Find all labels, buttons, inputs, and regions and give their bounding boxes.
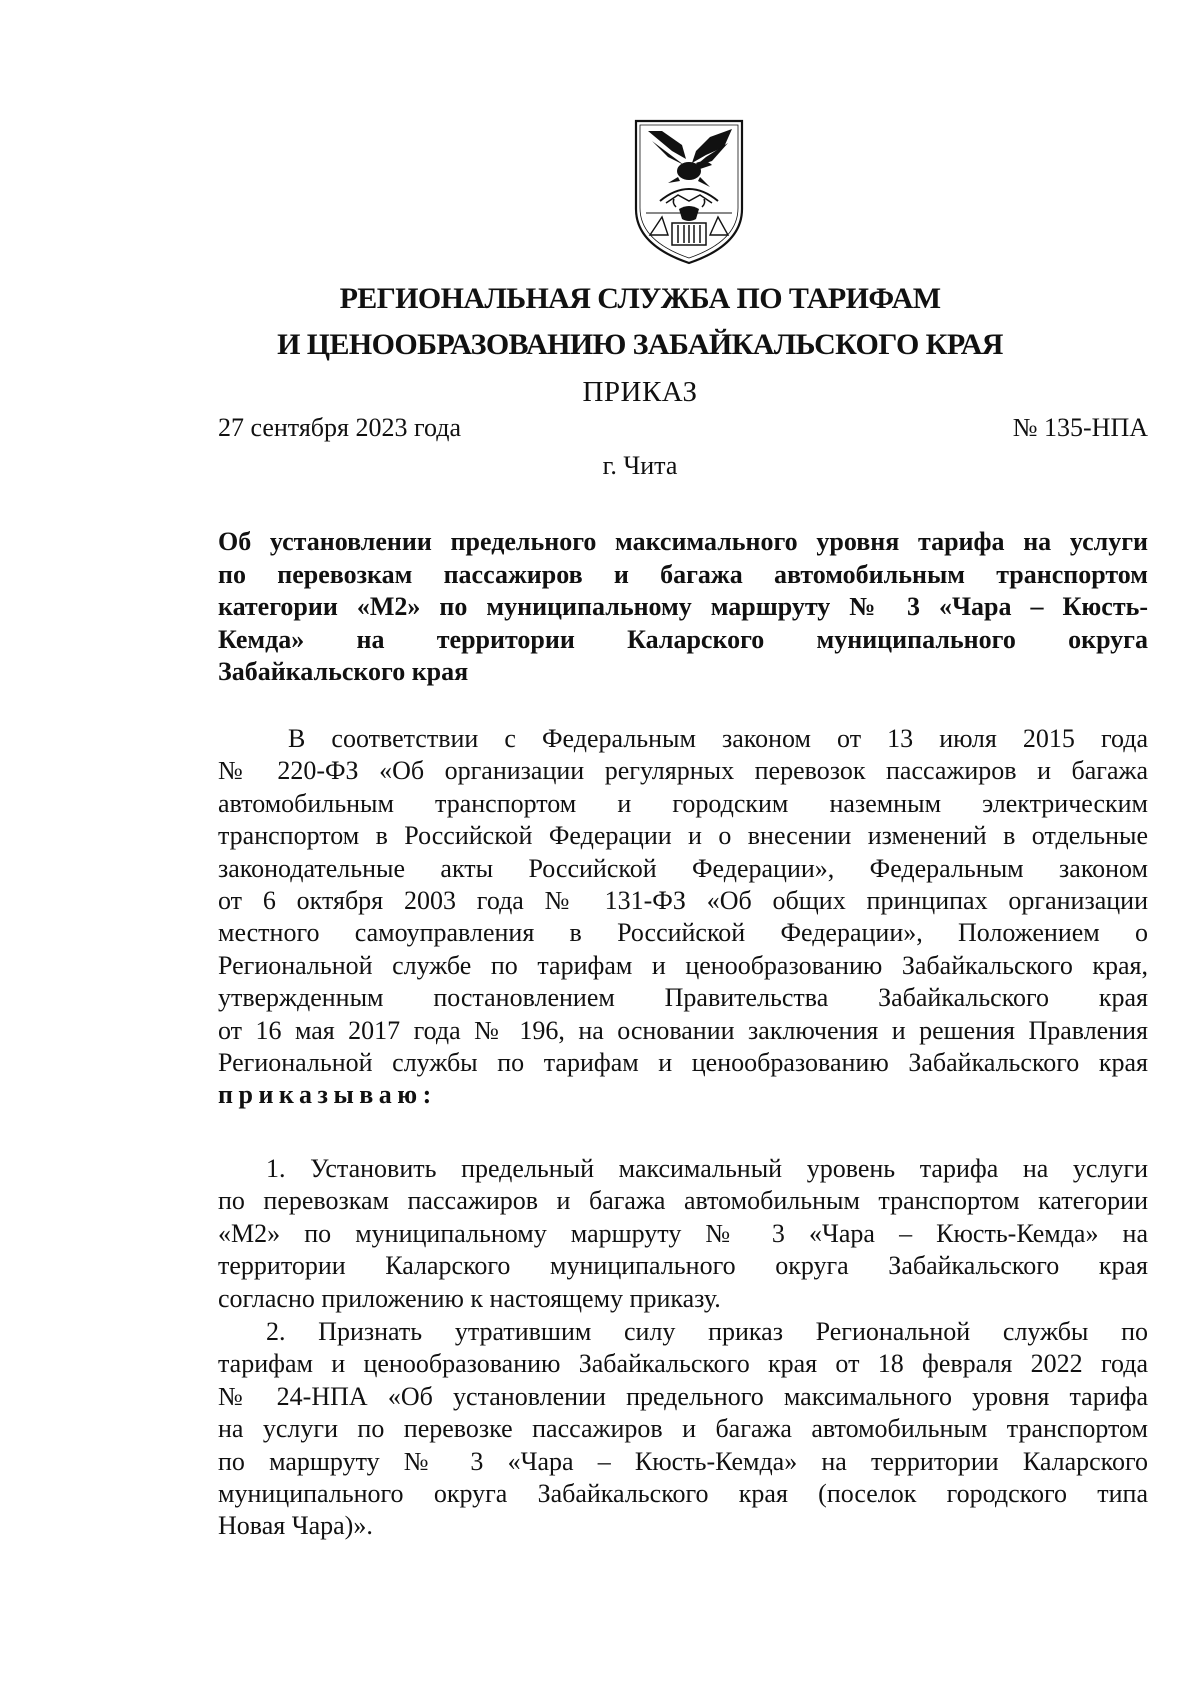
intro-line: Региональной службы по тарифам и ценообразованию Забайкальского края	[218, 1048, 1148, 1078]
document-city: г. Чита	[602, 451, 678, 480]
coat-of-arms-icon	[632, 117, 746, 267]
subject-line: Кемда» на территории Каларского муниципального округа	[218, 624, 1148, 654]
item-line: Новая Чара)».	[218, 1511, 373, 1541]
org-title-line-2: И ЦЕНООБРАЗОВАНИЮ ЗАБАЙКАЛЬСКОГО КРАЯ	[277, 328, 1003, 361]
subject-line: по перевозкам пассажиров и багажа автомобильным транспортом	[218, 559, 1148, 589]
order-item-2	[218, 1316, 1148, 1543]
item-line: 2. Признать утратившим силу приказ Региональной службы по	[266, 1317, 1148, 1346]
intro-line: утвержденным постановлением Правительства Забайкальского края	[218, 983, 1148, 1013]
item-line: по перевозкам пассажиров и багажа автомобильным транспортом категории	[218, 1186, 1148, 1216]
document-subject	[218, 526, 1148, 689]
intro-line: В соответствии с Федеральным законом от 13 июля 2015 года	[288, 724, 1148, 753]
document-date: 27 сентября 2023 года	[218, 413, 462, 442]
intro-paragraph	[218, 723, 1148, 1112]
org-title-line-1: РЕГИОНАЛЬНАЯ СЛУЖБА ПО ТАРИФАМ	[339, 282, 941, 315]
intro-line: от 6 октября 2003 года № 131-ФЗ «Об общих принципах организации	[218, 886, 1148, 916]
order-item-1	[218, 1153, 1148, 1315]
item-line: муниципального округа Забайкальского края (поселок городского типа	[218, 1479, 1148, 1509]
intro-line: от 16 мая 2017 года № 196, на основании заключения и решения Правления	[218, 1015, 1148, 1045]
order-word: приказываю:	[218, 1080, 437, 1110]
item-line: «М2» по муниципальному маршруту № 3 «Чара – Кюсть-Кемда» на	[218, 1218, 1148, 1248]
item-line: 1. Установить предельный максимальный уровень тарифа на услуги	[266, 1154, 1148, 1183]
document-number: № 135-НПА	[1012, 413, 1148, 442]
subject-line: Об установлении предельного максимального уровня тарифа на услуги	[218, 527, 1148, 556]
item-line: территории Каларского муниципального округа Забайкальского края	[218, 1251, 1148, 1281]
subject-line: Забайкальского края	[218, 657, 469, 687]
item-line: тарифам и ценообразованию Забайкальского края от 18 февраля 2022 года	[218, 1349, 1148, 1379]
intro-line: автомобильным транспортом и городским наземным электрическим	[218, 788, 1148, 818]
item-line: согласно приложению к настоящему приказу.	[218, 1283, 721, 1313]
intro-line: местного самоуправления в Российской Федерации», Положением о	[218, 918, 1148, 948]
item-line: по маршруту № 3 «Чара – Кюсть-Кемда» на территории Каларского	[218, 1446, 1148, 1476]
intro-line: транспортом в Российской Федерации и о внесении изменений в отдельные	[218, 821, 1148, 851]
intro-line: Региональной службе по тарифам и ценообразованию Забайкальского края,	[218, 950, 1148, 980]
item-line: на услуги по перевозке пассажиров и багажа автомобильным транспортом	[218, 1414, 1148, 1444]
intro-line: № 220-ФЗ «Об организации регулярных перевозок пассажиров и багажа	[218, 756, 1148, 786]
item-line: № 24-НПА «Об установлении предельного максимального уровня тарифа	[218, 1381, 1148, 1411]
subject-line: категории «М2» по муниципальному маршруту № 3 «Чара – Кюсть-	[218, 592, 1148, 622]
intro-line: законодательные акты Российской Федерации», Федеральным законом	[218, 853, 1148, 883]
document-type: ПРИКАЗ	[582, 376, 698, 408]
